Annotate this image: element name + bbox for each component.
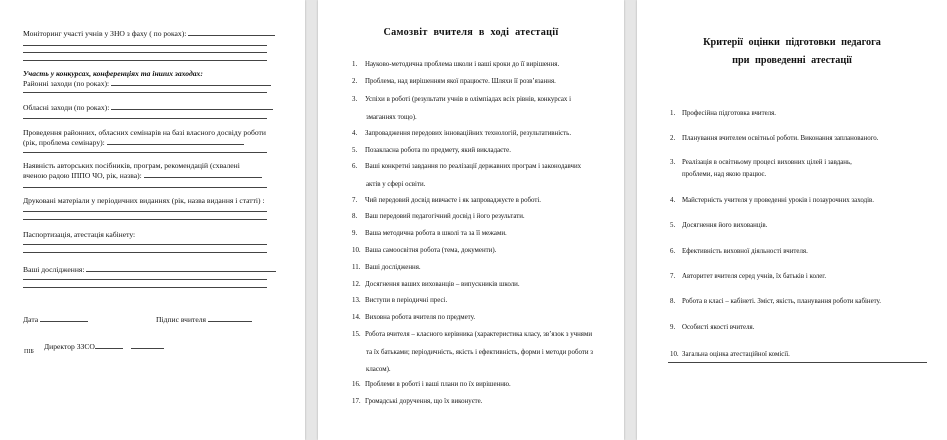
list-item: 15. Робота вчителя – класного керівника (характеристика класу, зв’язок з учнями та їх батьками; періодичність, якість і ефективність, форми і методи роботи з класом). [352,331,593,373]
form-line[interactable] [23,287,267,288]
list-item: 1. Науково-методична проблема школи і ваші кроки до її вирішення. [352,61,560,68]
pib-label: ПІБ [24,349,34,355]
form-line[interactable] [23,211,267,212]
teacher-signature-blank[interactable] [208,314,252,322]
list-item: 2. Проблема, над вирішенням якої працюєте. Шляхи її розв’язання. [352,78,556,85]
passport-label: Паспортизація, атестація кабінету: [23,230,136,239]
teacher-signature-row [156,314,252,324]
list-item: 6. Ефективність виховної діяльності вчителя. [670,248,808,255]
page-2-self-report [318,0,624,440]
seminars-line-1: Проведення районних, обласних семінарів на базі власного досвіду роботи [23,128,266,137]
research-blank[interactable] [86,264,276,272]
list-item: 10. Загальна оцінка атестаційної комісії. [670,351,790,358]
contests-heading: Участь у конкурсах, конференціях та інших заходах: [23,69,203,78]
form-line[interactable] [23,52,267,53]
date-label: Дата [23,315,41,324]
seminars-label: (рік, проблема семінару): [23,138,107,147]
page-1-form [0,0,305,440]
form-line[interactable] [23,279,267,280]
monitoring-row [23,28,275,38]
seminars-row [23,137,244,147]
criteria-title-line-1: Критерії оцінки підготовки педагога [703,37,881,48]
list-item: 16. Проблеми в роботі і ваші плани по їх вирішенню. [352,381,511,388]
list-item: 5. Позакласна робота по предмету, який викладаєте. [352,147,511,154]
list-item: 4. Майстерність учителя у проведенні уроків і позаурочних заходів. [670,197,875,204]
form-line[interactable] [23,60,267,61]
list-item: 13. Виступи в періодичні пресі. [352,297,448,304]
list-item: 7. Авторитет вчителя серед учнів, їх батьків і колег. [670,273,827,280]
regional-blank[interactable] [111,102,273,110]
list-item: 3. Реалізація в освітньому процесі виховних цілей і завдань, проблеми, над якою працює. [670,159,852,178]
criteria-divider [668,362,927,363]
regional-label: Обласні заходи (по роках): [23,103,112,112]
monitoring-label: Моніторинг участі учнів у ЗНО з фаху ( по роках): [23,29,189,38]
list-item: 10. Ваша самоосвітня робота (тема, документи). [352,247,497,254]
form-line[interactable] [23,152,267,153]
manuals-label: вченою радою ІППО ЧО, рік, назва): [23,171,144,180]
list-item: 11. Ваші дослідження. [352,264,421,271]
form-line[interactable] [23,45,267,46]
form-line[interactable] [23,187,267,188]
district-blank[interactable] [111,78,271,86]
director-row [44,341,164,351]
research-row [23,264,276,274]
form-line[interactable] [23,244,267,245]
list-item: 6. Ваші конкретні завдання по реалізації державних програм і законодавчих актів у сфері освіти. [352,163,582,188]
seminars-blank[interactable] [107,137,244,145]
criteria-title-line-2: при проведенні атестації [732,55,852,66]
publications-label: Друковані матеріали у періодичних виданнях (рік, назва видання і статті) : [23,196,265,205]
monitoring-blank[interactable] [188,28,275,36]
list-item: 9. Ваша методична робота в школі та за її межами. [352,230,507,237]
research-label: Ваші дослідження: [23,265,87,274]
self-report-title: Самозвіт вчителя в ході атестації [383,27,559,38]
regional-row [23,102,273,112]
list-item: 12. Досягнення ваших вихованців – випускників школи. [352,281,520,288]
director-signature-blank[interactable] [95,341,123,349]
form-line[interactable] [23,118,267,119]
date-row [23,314,88,324]
manuals-blank[interactable] [144,170,262,178]
list-item: 7. Чий передовий досвід вивчаєте і як запроваджуєте в роботі. [352,197,542,204]
form-line[interactable] [23,252,267,253]
page-3-criteria [637,0,947,440]
list-item: 3. Успіхи в роботі (результати учнів в олімпіадах всіх рівнів, конкурсах і змаганнях тощо). [352,96,572,121]
list-item: 8. Ваш передовий педагогічний досвід і його результати. [352,213,525,220]
list-item: 5. Досягнення його вихованців. [670,222,768,229]
list-item: 8. Робота в класі – кабінеті. Зміст, якість, планування роботи кабінету. [670,298,882,305]
district-row [23,78,271,88]
list-item: 17. Громадські доручення, що їх виконуєте. [352,398,483,405]
date-blank[interactable] [40,314,88,322]
list-item: 2. Планування вчителем освітньої роботи. Виконання запланованого. [670,135,879,142]
district-label: Районні заходи (по роках): [23,79,112,88]
list-item: 1. Професійна підготовка вчителя. [670,110,776,117]
form-line[interactable] [23,92,267,93]
director-name-blank[interactable] [131,341,164,349]
list-item: 9. Особисті якості вчителя. [670,324,755,331]
form-line[interactable] [23,219,267,220]
list-item: 4. Запровадження передових інноваційних технологій, результативність. [352,130,572,137]
director-label: Директор ЗЗСО [44,342,95,351]
manuals-line-1: Наявність авторських посібників, програм, рекомендацій (схвалені [23,161,240,170]
manuals-row [23,170,262,180]
list-item: 14. Виховна робота вчителя по предмету. [352,314,476,321]
teacher-signature-label: Підпис вчителя [156,315,208,324]
